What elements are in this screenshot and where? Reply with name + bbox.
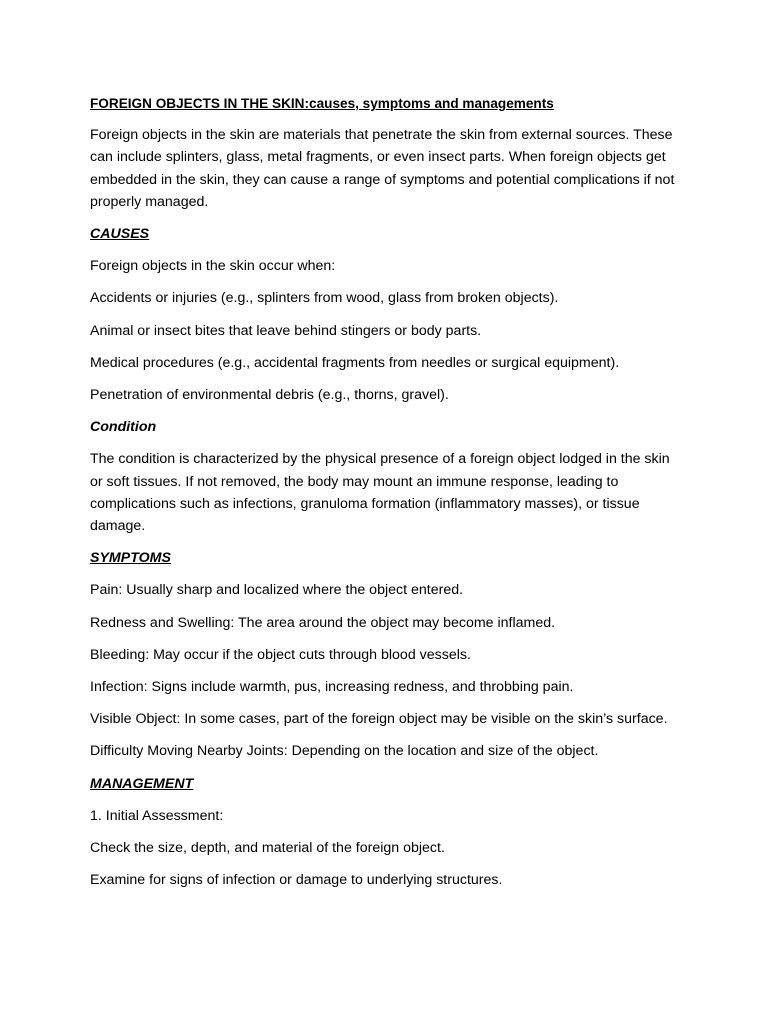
condition-heading: Condition bbox=[90, 419, 157, 436]
symptom-item: Pain: Usually sharp and localized where the object entered. bbox=[90, 582, 464, 599]
condition-paragraph: The condition is characterized by the physical presence of a foreign object lodged in the skin or soft tissues. If not removed, the body may mount an immune response, leading to complications such as infections, granuloma formation (inflammatory masses), or tissue damage. bbox=[90, 451, 670, 535]
management-heading: MANAGEMENT bbox=[90, 775, 194, 792]
symptom-item: Bleeding: May occur if the object cuts through blood vessels. bbox=[90, 646, 471, 663]
intro-paragraph: Foreign objects in the skin are materials that penetrate the skin from external sources. These can include splinters, glass, metal fragments, or even insect parts. When foreign objects get embedded in the skin, they can cause a range of symptoms and potential complications if not properly managed. bbox=[90, 127, 675, 210]
management-item: Examine for signs of infection or damage to underlying structures. bbox=[90, 872, 503, 889]
management-step: 1. Initial Assessment: bbox=[90, 807, 224, 824]
symptom-item: Difficulty Moving Nearby Joints: Depending on the location and size of the object. bbox=[90, 743, 599, 760]
cause-item: Accidents or injuries (e.g., splinters from wood, glass from broken objects). bbox=[90, 290, 559, 307]
causes-lead: Foreign objects in the skin occur when: bbox=[90, 258, 336, 275]
document-page bbox=[90, 93, 675, 901]
symptoms-heading: SYMPTOMS bbox=[90, 550, 171, 567]
cause-item: Medical procedures (e.g., accidental fragments from needles or surgical equipment). bbox=[90, 354, 620, 371]
document-title: FOREIGN OBJECTS IN THE SKIN:causes, symptoms and managements bbox=[90, 96, 554, 111]
symptom-item: Redness and Swelling: The area around the object may become inflamed. bbox=[90, 614, 556, 631]
cause-item: Penetration of environmental debris (e.g., thorns, gravel). bbox=[90, 387, 449, 404]
cause-item: Animal or insect bites that leave behind stingers or body parts. bbox=[90, 322, 482, 339]
management-item: Check the size, depth, and material of the foreign object. bbox=[90, 840, 445, 857]
causes-heading: CAUSES bbox=[90, 226, 150, 243]
symptom-item: Visible Object: In some cases, part of the foreign object may be visible on the skin’s surface. bbox=[90, 711, 668, 728]
symptom-item: Infection: Signs include warmth, pus, increasing redness, and throbbing pain. bbox=[90, 679, 574, 696]
